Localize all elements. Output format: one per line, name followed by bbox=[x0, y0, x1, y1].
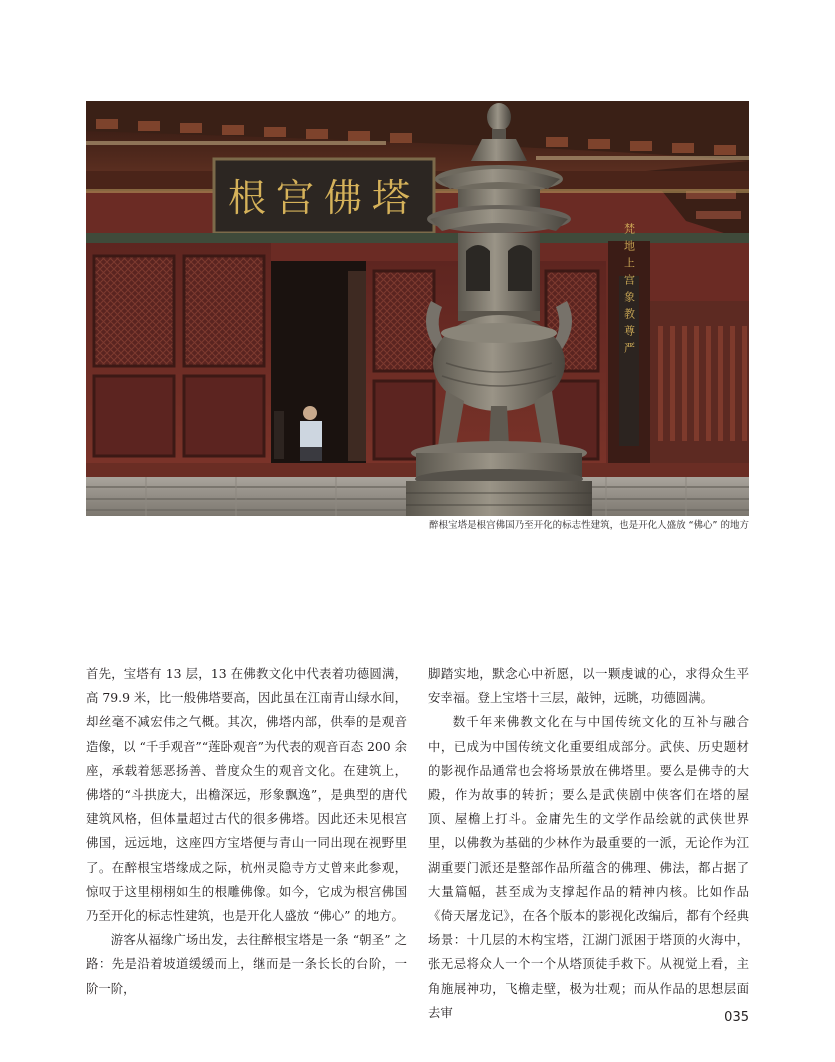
side-wall bbox=[650, 301, 749, 466]
signboard-text: 根宫佛塔 bbox=[227, 176, 421, 220]
temple-photo bbox=[86, 101, 749, 516]
temple-hall-illustration bbox=[86, 101, 749, 516]
photo-caption: 醉根宝塔是根宫佛国乃至开化的标志性建筑，也是开化人盛放 “佛心” 的地方 bbox=[429, 520, 749, 531]
paragraph: 首先，宝塔有 13 层，13 在佛教文化中代表着功德圆满，高 79.9 米，比一般佛塔要高，因此虽在江南青山绿水间，却丝毫不减宏伟之气概。其次，佛塔内部，供奉的是观音造像，以 “千手观音”“莲卧观音”为代表的观音百态 200 余座，承载着惩恶扬善、普度众生的观音文化。在建筑上，佛塔的“斗拱庞大，出檐深远，形象飘逸”，是典型的唐代建筑风格，但体量超过古代的很多佛塔。因此还未见根宫佛国，远远地，这座四方宝塔便与青山一同出现在视野里了。在醉根宝塔缘成之际，杭州灵隐寺方丈曾来此参观，惊叹于这里栩栩如生的根雕佛像。如今，它成为根宫佛国乃至开化的标志性建筑，也是开化人盛放 “佛心” 的地方。 bbox=[86, 666, 408, 924]
couplet-text: 梵地上宫象教尊严 bbox=[622, 223, 636, 359]
paragraph: 脚踏实地，默念心中祈愿，以一颗虔诚的心，求得众生平安幸福。登上宝塔十三层，敲钟，远眺，功德圆满。 bbox=[428, 666, 749, 706]
page-number: 035 bbox=[724, 1010, 749, 1025]
open-doorway bbox=[271, 261, 366, 466]
right-column bbox=[428, 662, 749, 1025]
left-doors bbox=[86, 243, 271, 463]
signboard bbox=[214, 159, 434, 233]
paragraph: 游客从福缘广场出发，去往醉根宝塔是一条 “朝圣” 之路：先是沿着坡道缓缓而上，继而是一条长长的台阶，一阶一阶， bbox=[86, 932, 407, 996]
couplet-pillar bbox=[608, 222, 650, 466]
paragraph: 数千年来佛教文化在与中国传统文化的互补与融合中，已成为中国传统文化重要组成部分。武侠、历史题材的影视作品通常也会将场景放在佛塔里。要么是佛寺的大殿，作为故事的转折；要么是武侠剧中侠客们在塔的屋顶、屋檐上打斗。金庸先生的文学作品绘就的武侠世界里，以佛教为基础的少林作为最重要的一派，无论作为江湖重要门派还是整部作品所蕴含的佛理、佛法，都占据了大量篇幅，甚至成为支撑起作品的精神内核。比如作品《倚天屠龙记》，在各个版本的影视化改编后，都有个经典场景：十几层的木构宝塔，江湖门派困于塔顶的火海中，张无忌将众人一个一个从塔顶徒手救下。从视觉上看，主角施展神功，飞檐走壁，极为壮观；而从作品的思想层面去审 bbox=[428, 714, 749, 1020]
left-column bbox=[86, 662, 407, 1001]
